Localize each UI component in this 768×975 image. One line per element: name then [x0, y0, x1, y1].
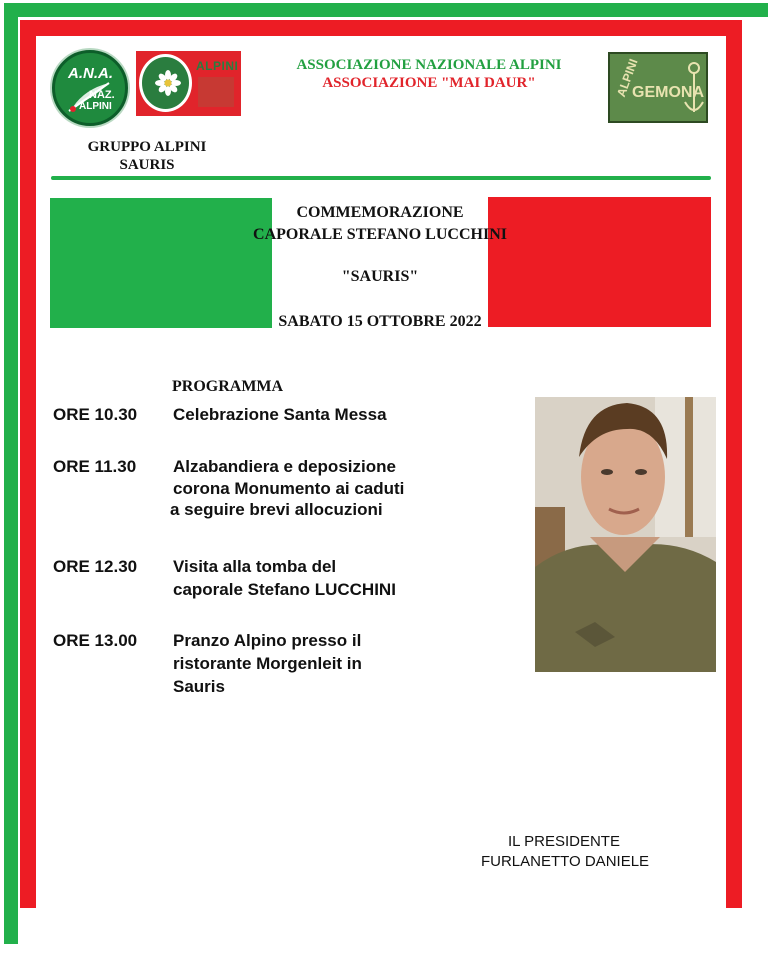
title-place: "SAURIS" — [341, 268, 419, 285]
program-text: Celebrazione Santa Messa — [173, 405, 387, 424]
portrait-photo — [535, 397, 716, 672]
edelweiss-icon — [155, 70, 181, 96]
ana-logo — [52, 50, 128, 126]
signature-name: FURLANETTO DANIELE — [480, 853, 650, 870]
signature-role: IL PRESIDENTE — [508, 833, 620, 850]
flag-red-panel — [488, 197, 711, 327]
green-divider — [51, 176, 711, 180]
group-line-1: GRUPPO ALPINI — [87, 139, 207, 155]
program-text: Sauris — [173, 677, 225, 696]
anchor-icon — [682, 60, 706, 120]
edelweiss-logo — [136, 51, 241, 116]
association-line-2: ASSOCIAZIONE "MAI DAUR" — [322, 75, 536, 91]
gemona-logo-vertical: ALPINI — [614, 57, 641, 99]
group-line-2: SAURIS — [119, 157, 175, 173]
program-time: ORE 11.30 — [53, 457, 137, 476]
program-heading: PROGRAMMA — [172, 378, 284, 395]
ana-logo-text: A.N.A. — [68, 65, 113, 82]
program-text: a seguire brevi allocuzioni — [170, 500, 383, 519]
program-text: corona Monumento ai caduti — [173, 479, 405, 498]
edelweiss-logo-text: ALPINI — [196, 59, 239, 73]
gemona-logo-text: GEMONA — [632, 84, 704, 101]
program-text: ristorante Morgenleit in — [173, 654, 362, 673]
program-time: ORE 13.00 — [53, 631, 138, 650]
flag-green-panel — [50, 198, 272, 328]
program-time: ORE 12.30 — [53, 557, 138, 576]
association-line-1: ASSOCIAZIONE NAZIONALE ALPINI — [296, 57, 562, 73]
edelweiss-logo-mountain — [198, 77, 234, 107]
title-name: CAPORALE STEFANO LUCCHINI — [253, 226, 507, 243]
program-text: Pranzo Alpino presso il — [173, 631, 362, 650]
program-text: caporale Stefano LUCCHINI — [173, 580, 396, 599]
ana-logo-alpini: ALPINI — [79, 101, 112, 112]
gemona-logo — [608, 52, 708, 123]
portrait-illustration — [535, 397, 716, 672]
title-date: SABATO 15 OTTOBRE 2022 — [278, 313, 482, 330]
program-time: ORE 10.30 — [53, 405, 138, 424]
program-text: Visita alla tomba del — [173, 557, 337, 576]
title-commemorazione: COMMEMORAZIONE — [296, 204, 464, 221]
edelweiss-badge — [139, 54, 192, 112]
group-name — [76, 138, 218, 174]
program-text: Alzabandiera e deposizione — [173, 457, 396, 476]
ana-logo-naz: NAZ. — [89, 89, 115, 101]
